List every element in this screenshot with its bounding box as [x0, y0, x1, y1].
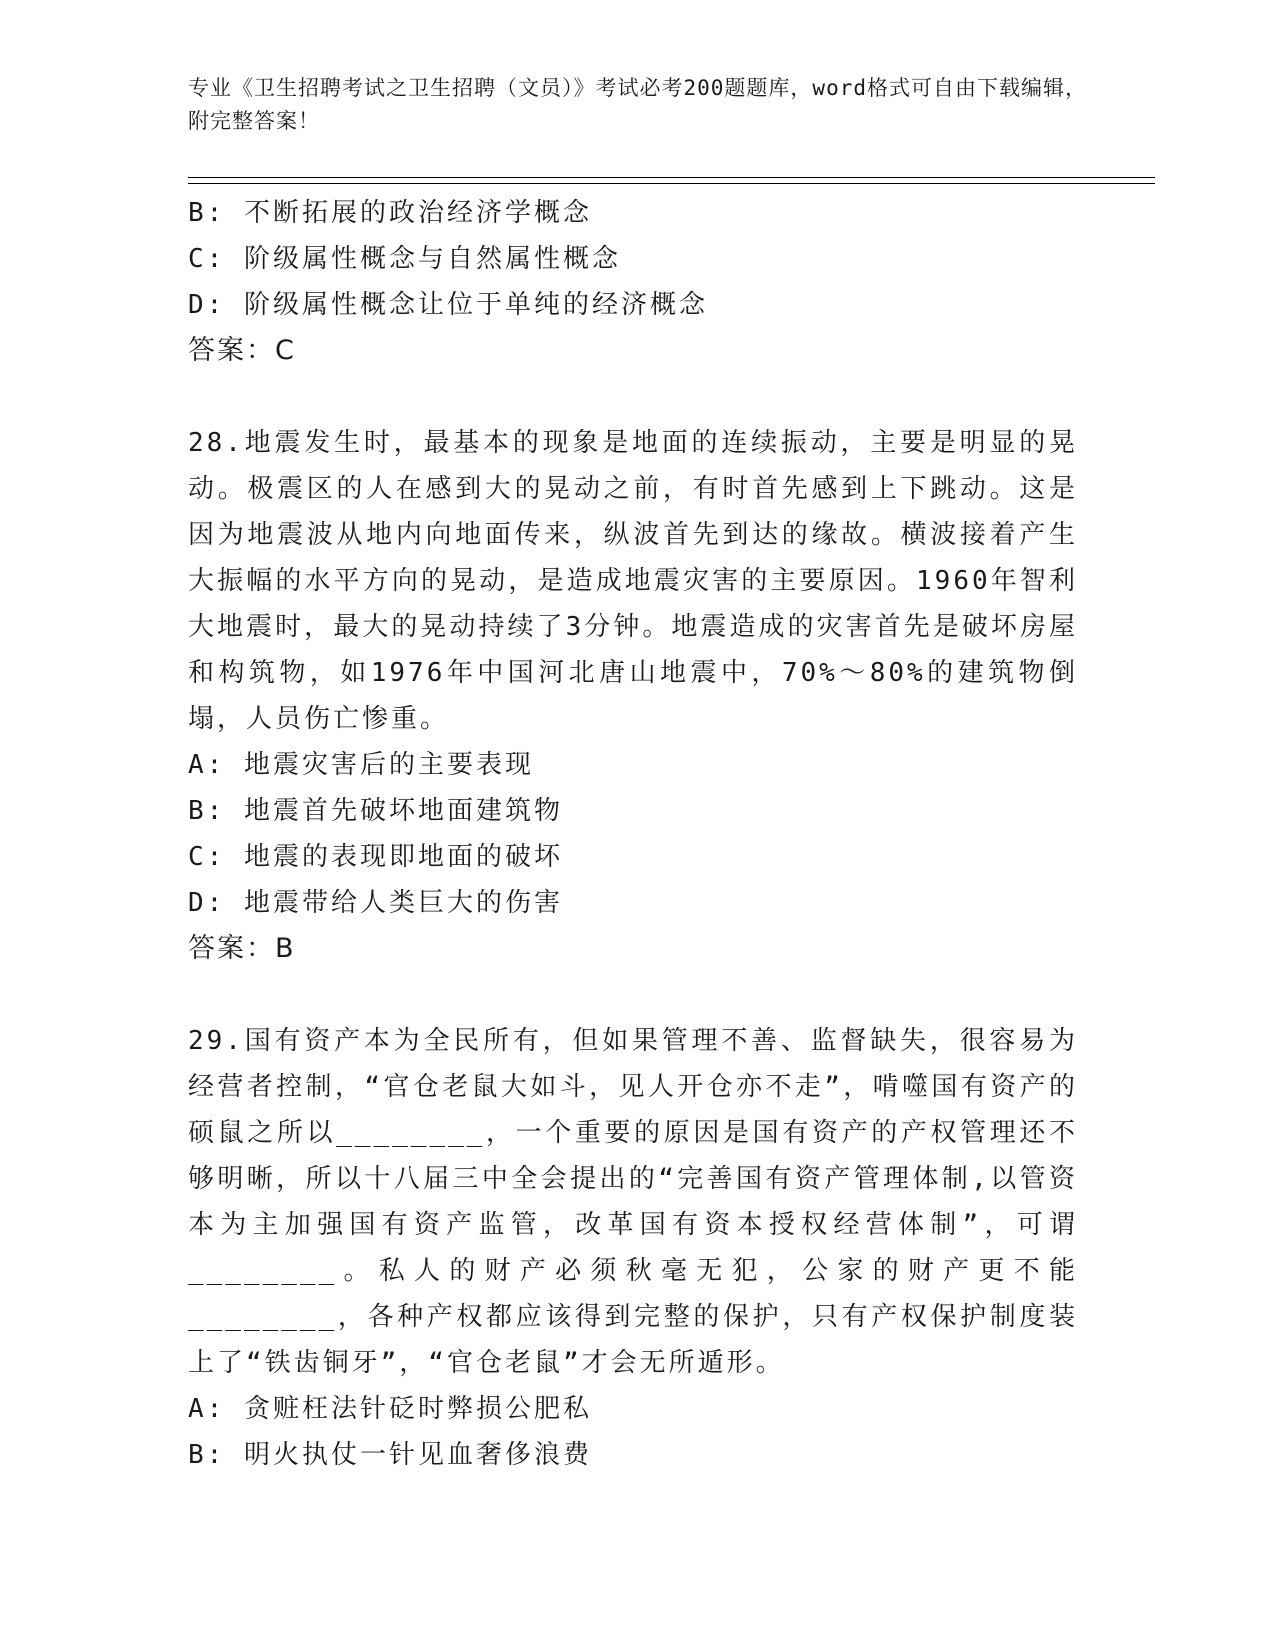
q28-option-d: D: 地震带给人类巨大的伤害 [188, 888, 563, 918]
q28-answer: 答案：B [188, 933, 296, 964]
q28-option-b: B: 地震首先破坏地面建筑物 [188, 796, 563, 826]
header-rule-bottom [188, 183, 1155, 184]
q27-option-c: C: 阶级属性概念与自然属性概念 [188, 244, 621, 274]
q28-stem: 28.地震发生时，最基本的现象是地面的连续振动，主要是明显的晃动。极震区的人在感到大的晃动之前，有时首先感到上下跳动。这是因为地震波从地内向地面传来，纵波首先到达的缘故。横波接着产生大振幅的水平方向的晃动，是造成地震灾害的主要原因。1960年智利大地震时，最大的晃动持续了3分钟。地震造成的灾害首先是破坏房屋和构筑物，如1976年中国河北唐山地震中，70%～80%的建筑物倒塌，人员伤亡惨重。 [188, 428, 1078, 734]
q29-stem: 29.国有资产本为全民所有，但如果管理不善、监督缺失，很容易为经营者控制，“官仓老鼠大如斗，见人开仓亦不走”，啃噬国有资产的硕鼠之所以________，一个重要的原因是国有资产的产权管理还不够明晰，所以十八届三中全会提出的“完善国有资产管理体制,以管资本为主加强国有资产监管，改革国有资本授权经营体制”，可谓________。私人的财产必须秋毫无犯，公家的财产更不能________，各种产权都应该得到完整的保护，只有产权保护制度装上了“铁齿铜牙”，“官仓老鼠”才会无所遁形。 [188, 1026, 1078, 1378]
header-rule-top [188, 177, 1155, 178]
q29-option-a: A: 贪赃枉法针砭时弊损公肥私 [188, 1394, 592, 1424]
q27-option-d: D: 阶级属性概念让位于单纯的经济概念 [188, 290, 708, 320]
q28-option-a: A: 地震灾害后的主要表现 [188, 750, 534, 780]
q29-option-b: B: 明火执仗一针见血奢侈浪费 [188, 1440, 592, 1470]
spacer [188, 374, 1078, 420]
spacer [188, 972, 1078, 1018]
q28-option-c: C: 地震的表现即地面的破坏 [188, 842, 563, 872]
document-body [188, 190, 1078, 1478]
q27-option-b: B: 不断拓展的政治经济学概念 [188, 198, 592, 228]
document-header: 专业《卫生招聘考试之卫生招聘（文员）》考试必考200题题库，word格式可自由下载编辑，附完整答案！ [188, 76, 1087, 133]
q27-answer: 答案：C [188, 335, 296, 366]
